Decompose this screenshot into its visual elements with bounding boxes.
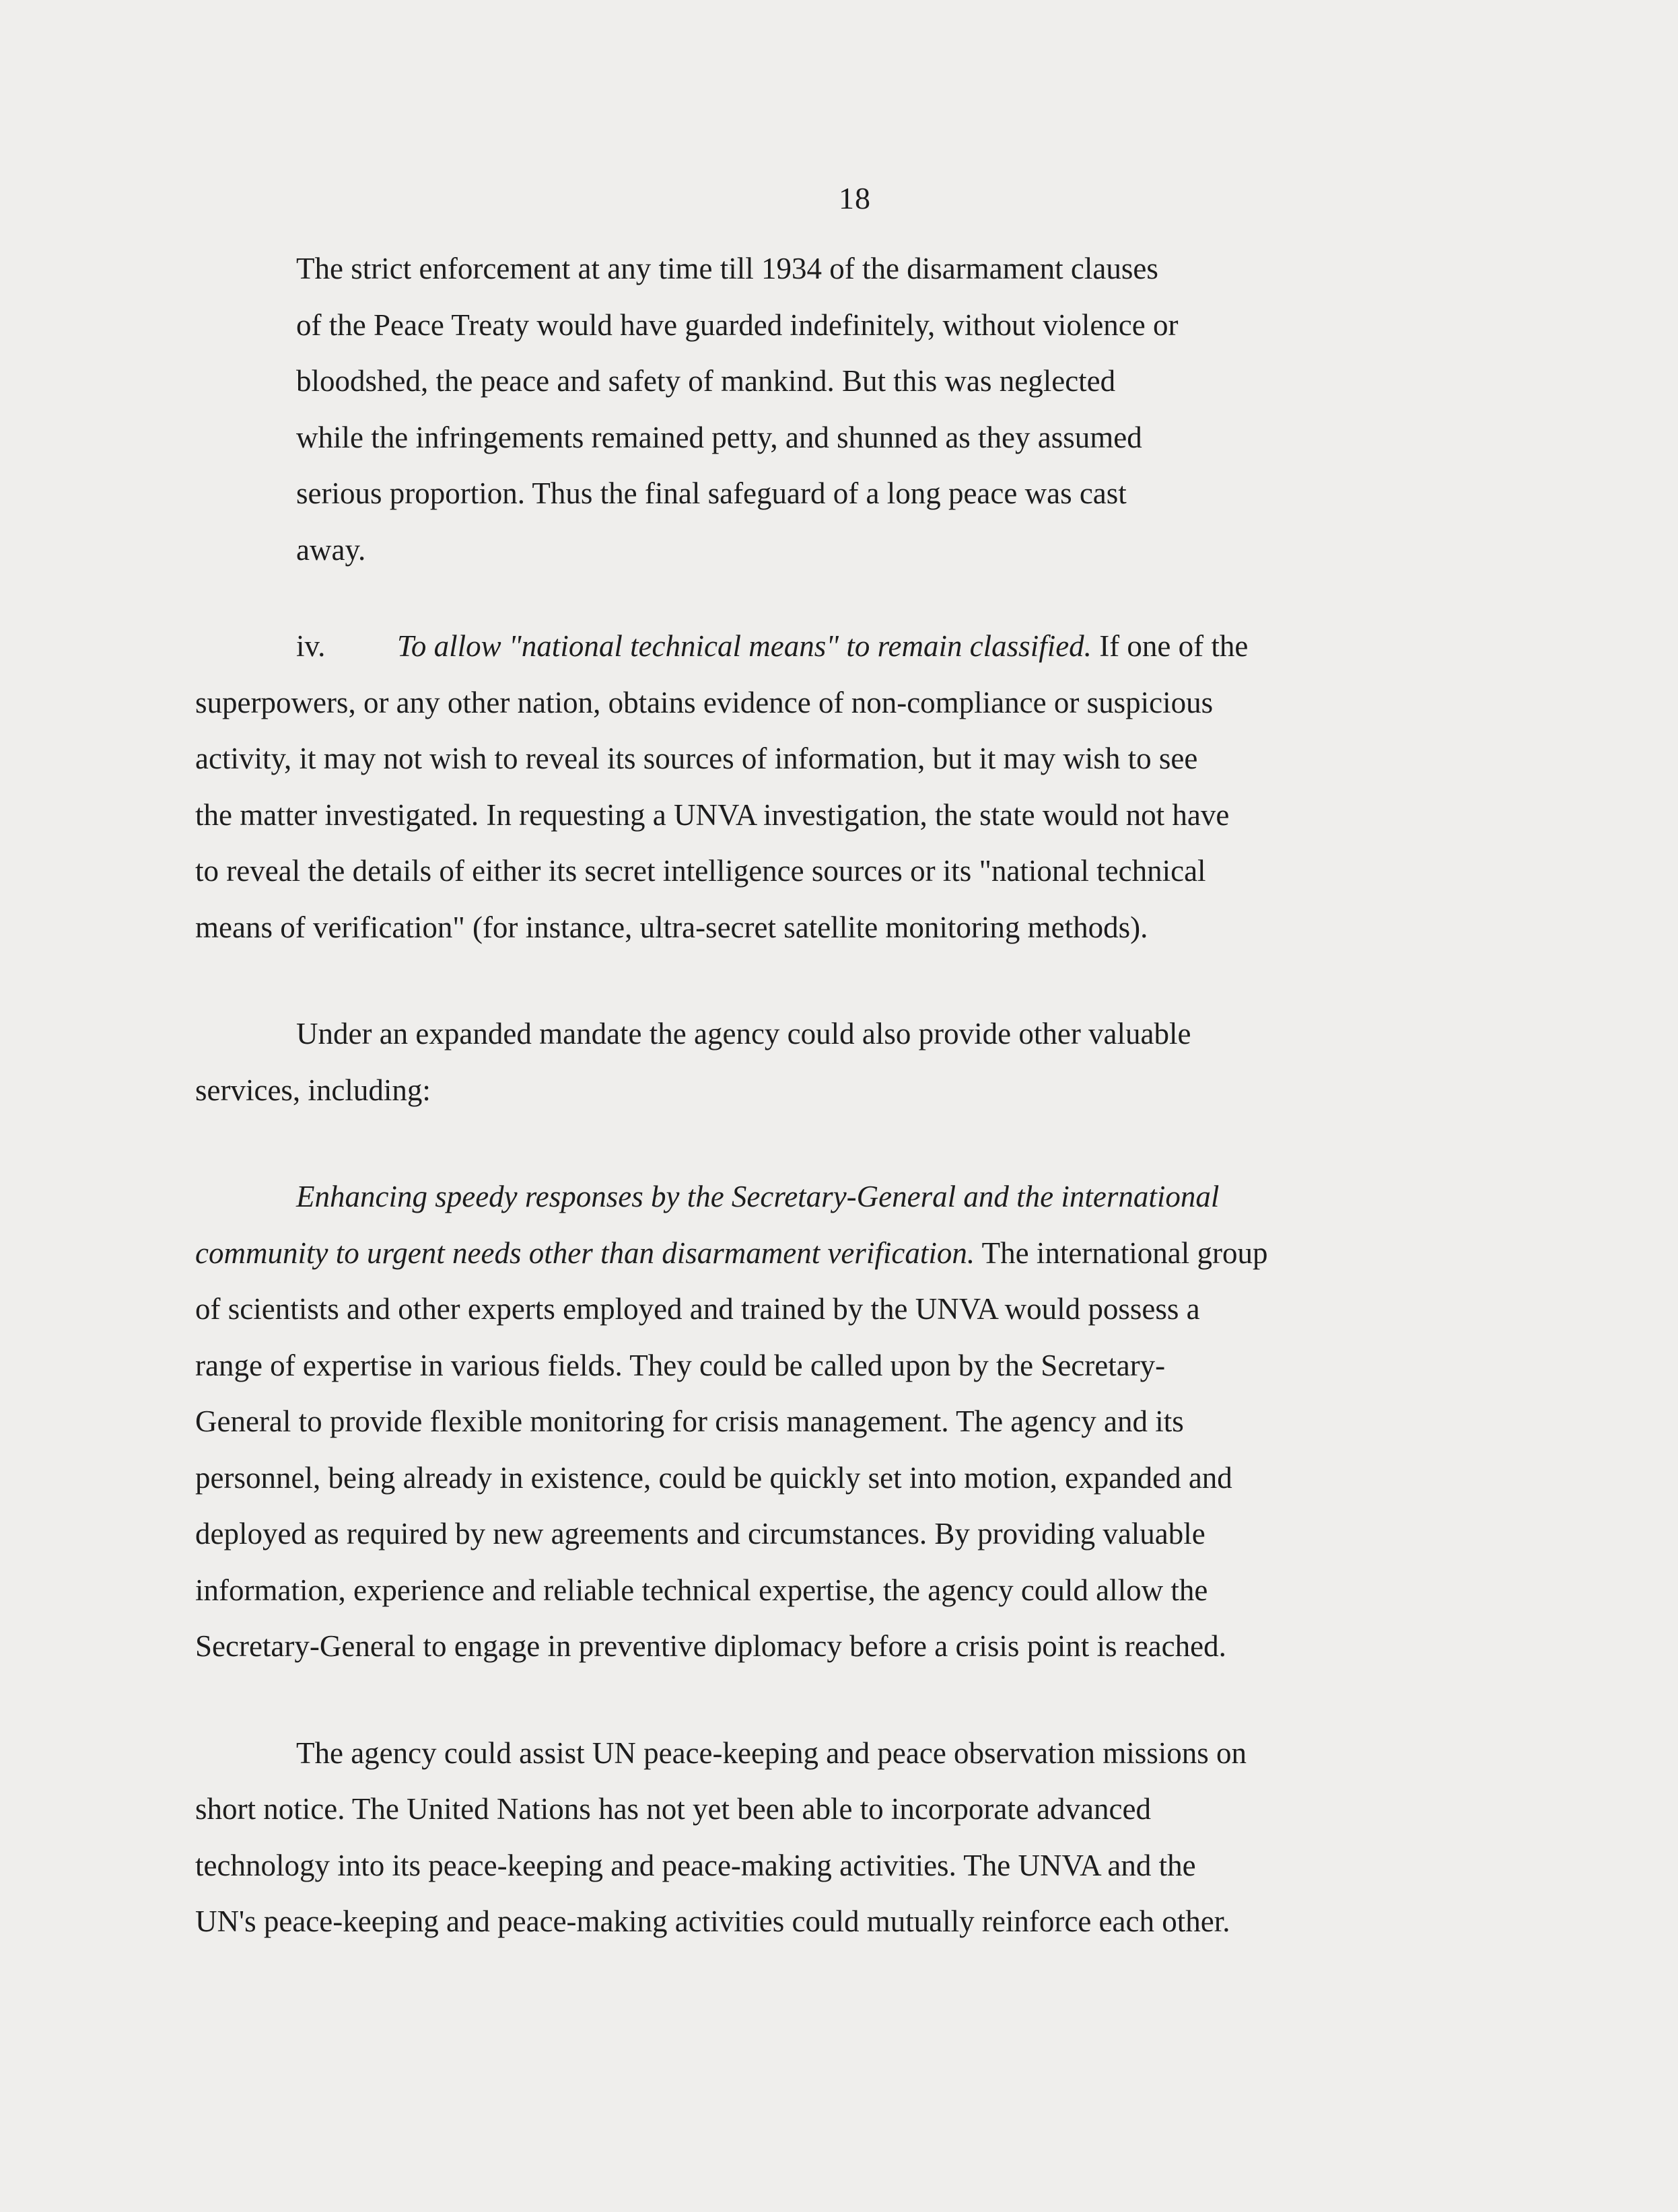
text-line: serious proportion. Thus the final safeguard of a long peace was cast: [296, 476, 1127, 510]
text-line: means of verification" (for instance, ultra-secret satellite monitoring methods).: [195, 910, 1148, 944]
paragraph-expanded-mandate: [195, 1006, 1528, 1118]
paragraph-national-technical-means: [195, 618, 1528, 956]
page-number: 18: [839, 181, 871, 215]
text-line: information, experience and reliable technical expertise, the agency could allow the: [195, 1573, 1208, 1607]
text-line: range of expertise in various fields. They could be called upon by the Secretary-: [195, 1348, 1166, 1382]
text-line: technology into its peace-keeping and peace-making activities. The UNVA and the: [195, 1848, 1196, 1882]
text-line: the matter investigated. In requesting a UNVA investigation, the state would not have: [195, 797, 1230, 832]
text-line: while the infringements remained petty, and shunned as they assumed: [296, 420, 1142, 454]
text-line: to reveal the details of either its secret intelligence sources or its "national technical: [195, 854, 1206, 888]
text-line: Under an expanded mandate the agency could also provide other valuable: [296, 1017, 1191, 1050]
paragraph-peace-keeping: [195, 1725, 1528, 1950]
text-line: of scientists and other experts employed and trained by the UNVA would possess a: [195, 1292, 1200, 1326]
text-line: services, including:: [195, 1073, 431, 1107]
text-line: activity, it may not wish to reveal its sources of information, but it may wish to see: [195, 742, 1198, 775]
paragraph-enforcement: [195, 241, 1528, 578]
text-line: UN's peace-keeping and peace-making activities could mutually reinforce each other.: [195, 1904, 1230, 1938]
text-line: away.: [296, 532, 366, 567]
text-line: short notice. The United Nations has not yet been able to incorporate advanced: [195, 1792, 1151, 1826]
text-line: personnel, being already in existence, could be quickly set into motion, expanded and: [195, 1460, 1232, 1495]
text-fragment: The international group: [975, 1236, 1268, 1270]
text-line: Secretary-General to engage in preventive diplomacy before a crisis point is reached.: [195, 1629, 1226, 1663]
list-label: iv.: [296, 629, 326, 663]
section-heading: To allow "national technical means" to remain classified.: [397, 629, 1092, 663]
text-line: General to provide flexible monitoring for crisis management. The agency and its: [195, 1404, 1184, 1438]
section-heading: Enhancing speedy responses by the Secretary-General and the international: [296, 1180, 1220, 1213]
paragraph-speedy-responses: [195, 1169, 1528, 1675]
text-line: The agency could assist UN peace-keeping and peace observation missions on: [296, 1736, 1247, 1770]
text-fragment: If one of the: [1091, 629, 1249, 663]
text-line: [195, 618, 1528, 675]
text-line: bloodshed, the peace and safety of mankind. But this was neglected: [296, 364, 1116, 398]
text-line: deployed as required by new agreements and circumstances. By providing valuable: [195, 1517, 1205, 1550]
section-heading: community to urgent needs other than disarmament verification.: [195, 1236, 975, 1270]
text-line: The strict enforcement at any time till 1934 of the disarmament clauses: [296, 252, 1158, 285]
text-line: of the Peace Treaty would have guarded indefinitely, without violence or: [296, 308, 1179, 342]
text-line: superpowers, or any other nation, obtains evidence of non-compliance or suspicious: [195, 685, 1214, 719]
document-body: [195, 241, 1528, 1950]
text-line: [195, 1225, 1528, 1282]
